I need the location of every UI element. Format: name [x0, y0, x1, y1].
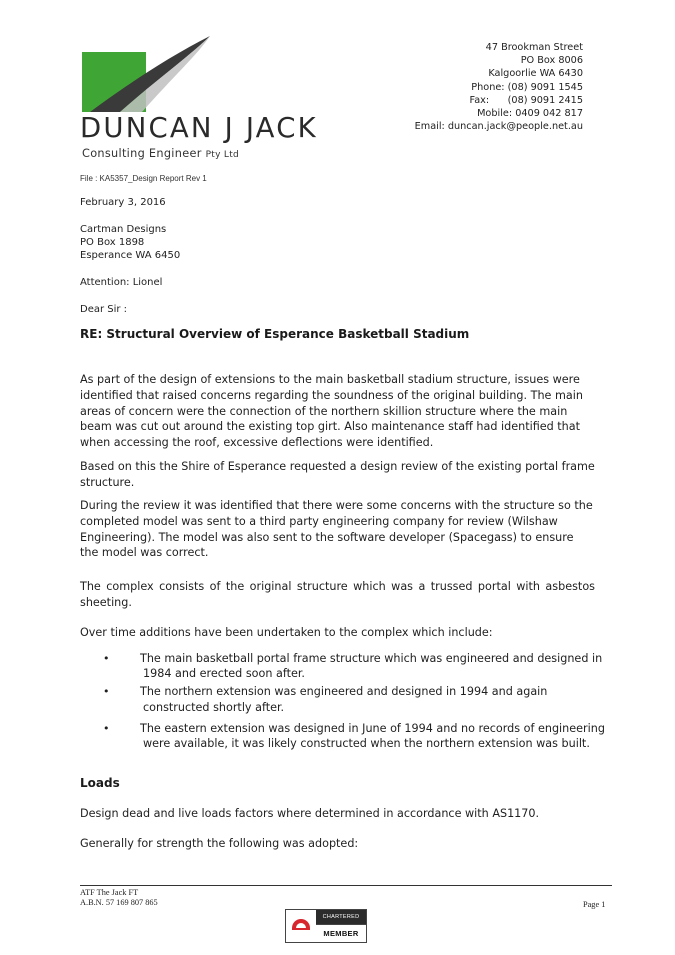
list-item — [80, 684, 620, 714]
address-city: Kalgoorlie WA 6430 — [488, 68, 583, 80]
paragraph-background: As part of the design of extensions to the main basketball stadium structure, issues were identified that raised concerns regarding the soundness of the original building. The main areas of concern were the connection of the northern skillion structure where the main beam was cut out around the existing top girt. Also maintenance staff had identified that when accessing the roof, excessive deflections were identified. — [80, 373, 583, 450]
letter-date: February 3, 2016 — [80, 197, 166, 208]
bullet-icon: • — [103, 721, 110, 735]
firm-subtitle-pty: Pty Ltd — [205, 150, 240, 160]
section-heading-loads: Loads — [80, 776, 120, 790]
footer-divider — [80, 885, 612, 886]
footer-trust-name: ATF The Jack FT — [80, 888, 139, 897]
bullet-icon: • — [103, 652, 110, 665]
company-logo — [80, 36, 215, 116]
firm-subtitle — [82, 147, 239, 160]
attention-line: Attention: Lionel — [80, 277, 163, 288]
additions-list — [80, 651, 620, 751]
badge-chartered-label: CHARTERED — [316, 910, 366, 924]
paragraph-complex-description: The complex consists of the original structure which was a trussed portal with asbestos sheeting. — [80, 580, 595, 609]
recipient-address — [80, 223, 180, 263]
salutation: Dear Sir : — [80, 304, 128, 315]
list-item-line: The eastern extension was designed in June of 1994 and no records of engineering — [140, 721, 605, 735]
firm-name: DUNCAN J JACK — [80, 112, 318, 144]
list-item — [80, 721, 620, 751]
chartered-member-badge — [285, 909, 367, 943]
address-phone: Phone: (08) 9091 1545 — [471, 81, 583, 93]
paragraph-loads-standard: Design dead and live loads factors where determined in accordance with AS1170. — [80, 807, 540, 820]
recipient-name: Cartman Designs — [80, 224, 167, 235]
list-item-line: The northern extension was engineered and designed in 1994 and again — [140, 685, 548, 699]
address-street: 47 Brookman Street — [485, 42, 583, 53]
paragraph-loads-strength: Generally for strength the following was adopted: — [80, 837, 359, 850]
address-email: Email: duncan.jack@people.net.au — [414, 121, 583, 133]
paragraph-review-request: Based on this the Shire of Esperance requested a design review of the existing portal frame structure. — [80, 460, 595, 489]
address-po-box: PO Box 8006 — [520, 55, 583, 67]
paragraph-additions-intro: Over time additions have been undertaken to the complex which include: — [80, 626, 493, 639]
footer-trust-info — [80, 888, 158, 908]
sender-address — [415, 41, 583, 133]
address-fax: Fax: (08) 9091 2415 — [469, 94, 583, 106]
bullet-icon: • — [103, 685, 110, 699]
list-item-line: The main basketball portal frame structure which was engineered and designed in — [140, 652, 603, 665]
recipient-city: Esperance WA 6450 — [80, 250, 181, 262]
list-item-line: were available, it was likely constructed when the northern extension was built. — [143, 737, 590, 751]
list-item — [80, 651, 620, 681]
paragraph-review-findings: During the review it was identified that there were some concerns with the structure so the completed model was sent to a third party engineering company for review (Wilshaw Engineering). The model was also sent to the software developer (Spacegass) to ensure the model was correct. — [80, 499, 593, 560]
subject-line: RE: Structural Overview of Esperance Basketball Stadium — [80, 327, 470, 341]
firm-subtitle-main: Consulting Engineer — [82, 147, 202, 160]
page-number: Page 1 — [583, 900, 606, 909]
list-item-line: constructed shortly after. — [143, 700, 285, 714]
footer-abn: A.B.N. 57 169 807 865 — [80, 898, 158, 907]
address-mobile: Mobile: 0409 042 817 — [477, 108, 583, 120]
engineers-australia-icon — [286, 910, 316, 942]
recipient-po-box: PO Box 1898 — [80, 237, 145, 249]
engineers-australia-logo — [286, 910, 316, 942]
file-reference: File : KA5357_Design Report Rev 1 — [80, 174, 207, 183]
list-item-line: 1984 and erected soon after. — [143, 667, 305, 681]
badge-member-label: MEMBER — [316, 924, 366, 942]
